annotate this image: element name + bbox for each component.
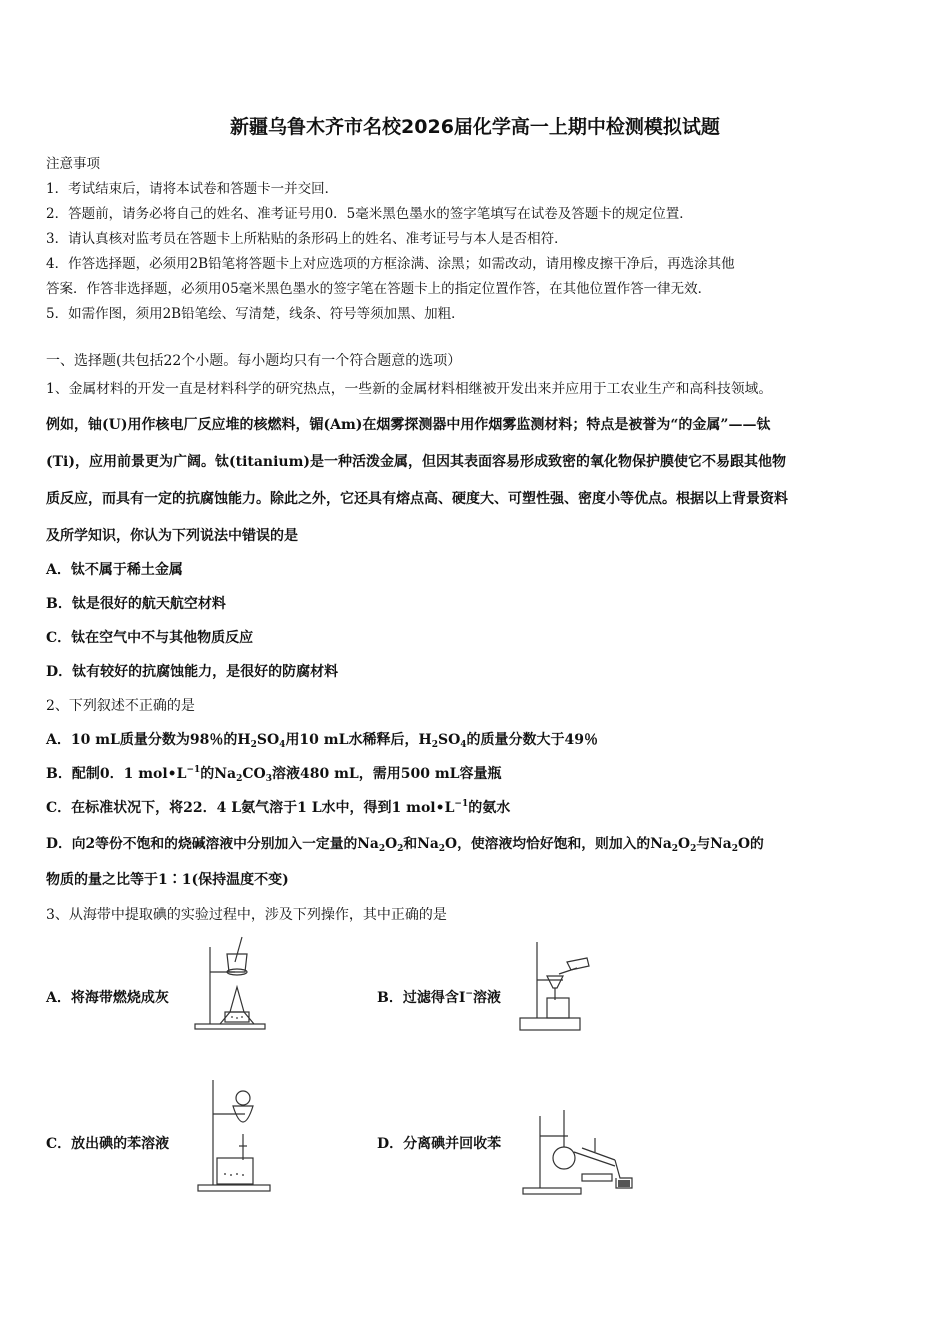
q2-d-sub-5: 2 xyxy=(690,844,697,854)
q2-b-text-3: CO xyxy=(242,766,266,782)
q1-option-d[interactable]: D．钛有较好的抗腐蚀能力，是很好的防腐材料 xyxy=(46,664,339,680)
q2-d-sub-1: 2 xyxy=(378,844,386,854)
notice-item-4-cont: 答案．作答非选择题，必须用05毫米黑色墨水的签字笔在答题卡上的指定位置作答，在其他位置作答一律无效． xyxy=(46,281,712,297)
notice-item-1: 1．考试结束后，请将本试卷和答题卡一并交回． xyxy=(46,181,339,197)
q2-option-d[interactable] xyxy=(46,832,764,854)
q2-a-sub-1: 2 xyxy=(250,740,257,750)
q2-a-text-2: SO xyxy=(256,732,280,748)
q3-option-b[interactable] xyxy=(377,987,501,1007)
q3-stem: 3、从海带中提取碘的实验过程中，涉及下列操作，其中正确的是 xyxy=(46,907,447,923)
filtration-apparatus-diagram xyxy=(515,940,600,1035)
q2-d-text-1: D．向2等份不饱和的烧碱溶液中分别加入一定量的Na xyxy=(46,836,379,852)
q2-option-c[interactable] xyxy=(46,797,510,817)
q2-d-text-5: O xyxy=(678,836,691,852)
q1-line-5: 及所学知识，你认为下列说法中错误的是 xyxy=(46,528,298,544)
q2-c-text-2: 的氨水 xyxy=(468,800,511,816)
q2-d-sub-3: 2 xyxy=(438,844,446,854)
q2-b-sub-2: 3 xyxy=(265,774,273,784)
q2-option-d-cont: 物质的量之比等于1∶1(保持温度不变) xyxy=(46,872,289,888)
q2-b-text-2: 的Na xyxy=(200,766,237,782)
q2-d-text-3: 和Na xyxy=(403,836,439,852)
q1-line-3: (Ti)，应用前景更为广阔。钛(titanium)是一种活泼金属，但因其表面容易形成致密的氧化物保护膜使它不易跟其他物 xyxy=(46,454,787,470)
q2-a-text-5: 的质量分数大于49％ xyxy=(466,732,599,748)
notice-item-5: 5．如需作图，须用2B铅笔绘、写清楚，线条、符号等须加黑、加粗． xyxy=(46,306,465,322)
q2-a-sub-3: 2 xyxy=(431,740,438,750)
q3-option-d[interactable]: D．分离碘并回收苯 xyxy=(377,1136,502,1152)
distillation-apparatus-diagram xyxy=(520,1108,640,1198)
q2-c-text-1: C．在标准状况下，将22．4 L氨气溶于1 L水中，得到1 mol•L xyxy=(46,800,455,816)
q3-option-a[interactable]: A．将海带燃烧成灰 xyxy=(46,990,169,1006)
q2-stem: 2、下列叙述不正确的是 xyxy=(46,698,195,714)
notice-item-4: 4．作答选择题，必须用2B铅笔将答题卡上对应选项的方框涂满、涂黑；如需改动，请用橡皮擦干净后，再选涂其他 xyxy=(46,256,735,272)
q1-option-c[interactable]: C．钛在空气中不与其他物质反应 xyxy=(46,630,254,646)
q2-a-text-3: 用10 mL水稀释后，H xyxy=(285,732,432,748)
q3-b-text-1: B．过滤得含I xyxy=(377,990,466,1006)
q2-option-b[interactable] xyxy=(46,763,502,784)
q2-d-text-6: 与Na xyxy=(696,836,732,852)
notice-item-3: 3．请认真核对监考员在答题卡上所粘贴的条形码上的姓名、准考证号与本人是否相符． xyxy=(46,231,568,247)
q1-line-1: 1、金属材料的开发一直是材料科学的研究热点，一些新的金属材料相继被开发出来并应用于工农业生产和高科技领域。 xyxy=(46,381,773,397)
q2-b-sub-1: 2 xyxy=(236,774,243,784)
q3-option-c[interactable]: C．放出碘的苯溶液 xyxy=(46,1136,170,1152)
notice-item-2: 2．答题前，请务必将自己的姓名、准考证号用0．5毫米黑色墨水的签字笔填写在试卷及答题卡的规定位置． xyxy=(46,206,693,222)
q2-d-sub-6: 2 xyxy=(731,844,738,854)
section-heading: 一、选择题(共包括22个小题。每小题均只有一个符合题意的选项） xyxy=(46,353,462,369)
q2-c-sup-1: −1 xyxy=(454,799,469,809)
q2-d-sub-2: 2 xyxy=(397,844,404,854)
q2-d-text-7: O的 xyxy=(737,836,764,852)
q2-a-sub-2: 4 xyxy=(279,740,286,750)
page-title: 新疆乌鲁木齐市名校2026届化学高一上期中检测模拟试题 xyxy=(230,116,720,138)
q3-b-sup: − xyxy=(465,989,473,999)
notice-heading: 注意事项 xyxy=(46,156,100,172)
q2-a-text-1: A．10 mL质量分数为98％的H xyxy=(46,732,251,748)
q2-b-text-4: 溶液480 mL，需用500 mL容量瓶 xyxy=(272,766,502,782)
q2-a-text-4: SO xyxy=(437,732,461,748)
separatory-funnel-diagram xyxy=(195,1078,275,1193)
q1-option-a[interactable]: A．钛不属于稀土金属 xyxy=(46,562,183,578)
q1-line-2: 例如，铀(U)用作核电厂反应堆的核燃料，镅(Am)在烟雾探测器中用作烟雾监测材料；特点是被誉为“的金属”——钛 xyxy=(46,417,771,433)
q2-d-sub-4: 2 xyxy=(671,844,679,854)
q2-a-sub-4: 4 xyxy=(460,740,467,750)
q1-line-4: 质反应，而具有一定的抗腐蚀能力。除此之外，它还具有熔点高、硬度大、可塑性强、密度小等优点。根据以上背景资料 xyxy=(46,491,788,507)
burning-apparatus-diagram xyxy=(190,932,270,1032)
q2-d-text-2: O xyxy=(385,836,398,852)
q2-b-text-1: B．配制0．1 mol•L xyxy=(46,766,187,782)
q3-b-text-2: 溶液 xyxy=(472,990,501,1006)
q2-option-a[interactable] xyxy=(46,729,598,750)
q2-b-sup-1: −1 xyxy=(186,765,201,775)
q2-d-text-4: O，使溶液均恰好饱和，则加入的Na xyxy=(445,836,672,852)
q1-option-b[interactable]: B．钛是很好的航天航空材料 xyxy=(46,596,226,612)
